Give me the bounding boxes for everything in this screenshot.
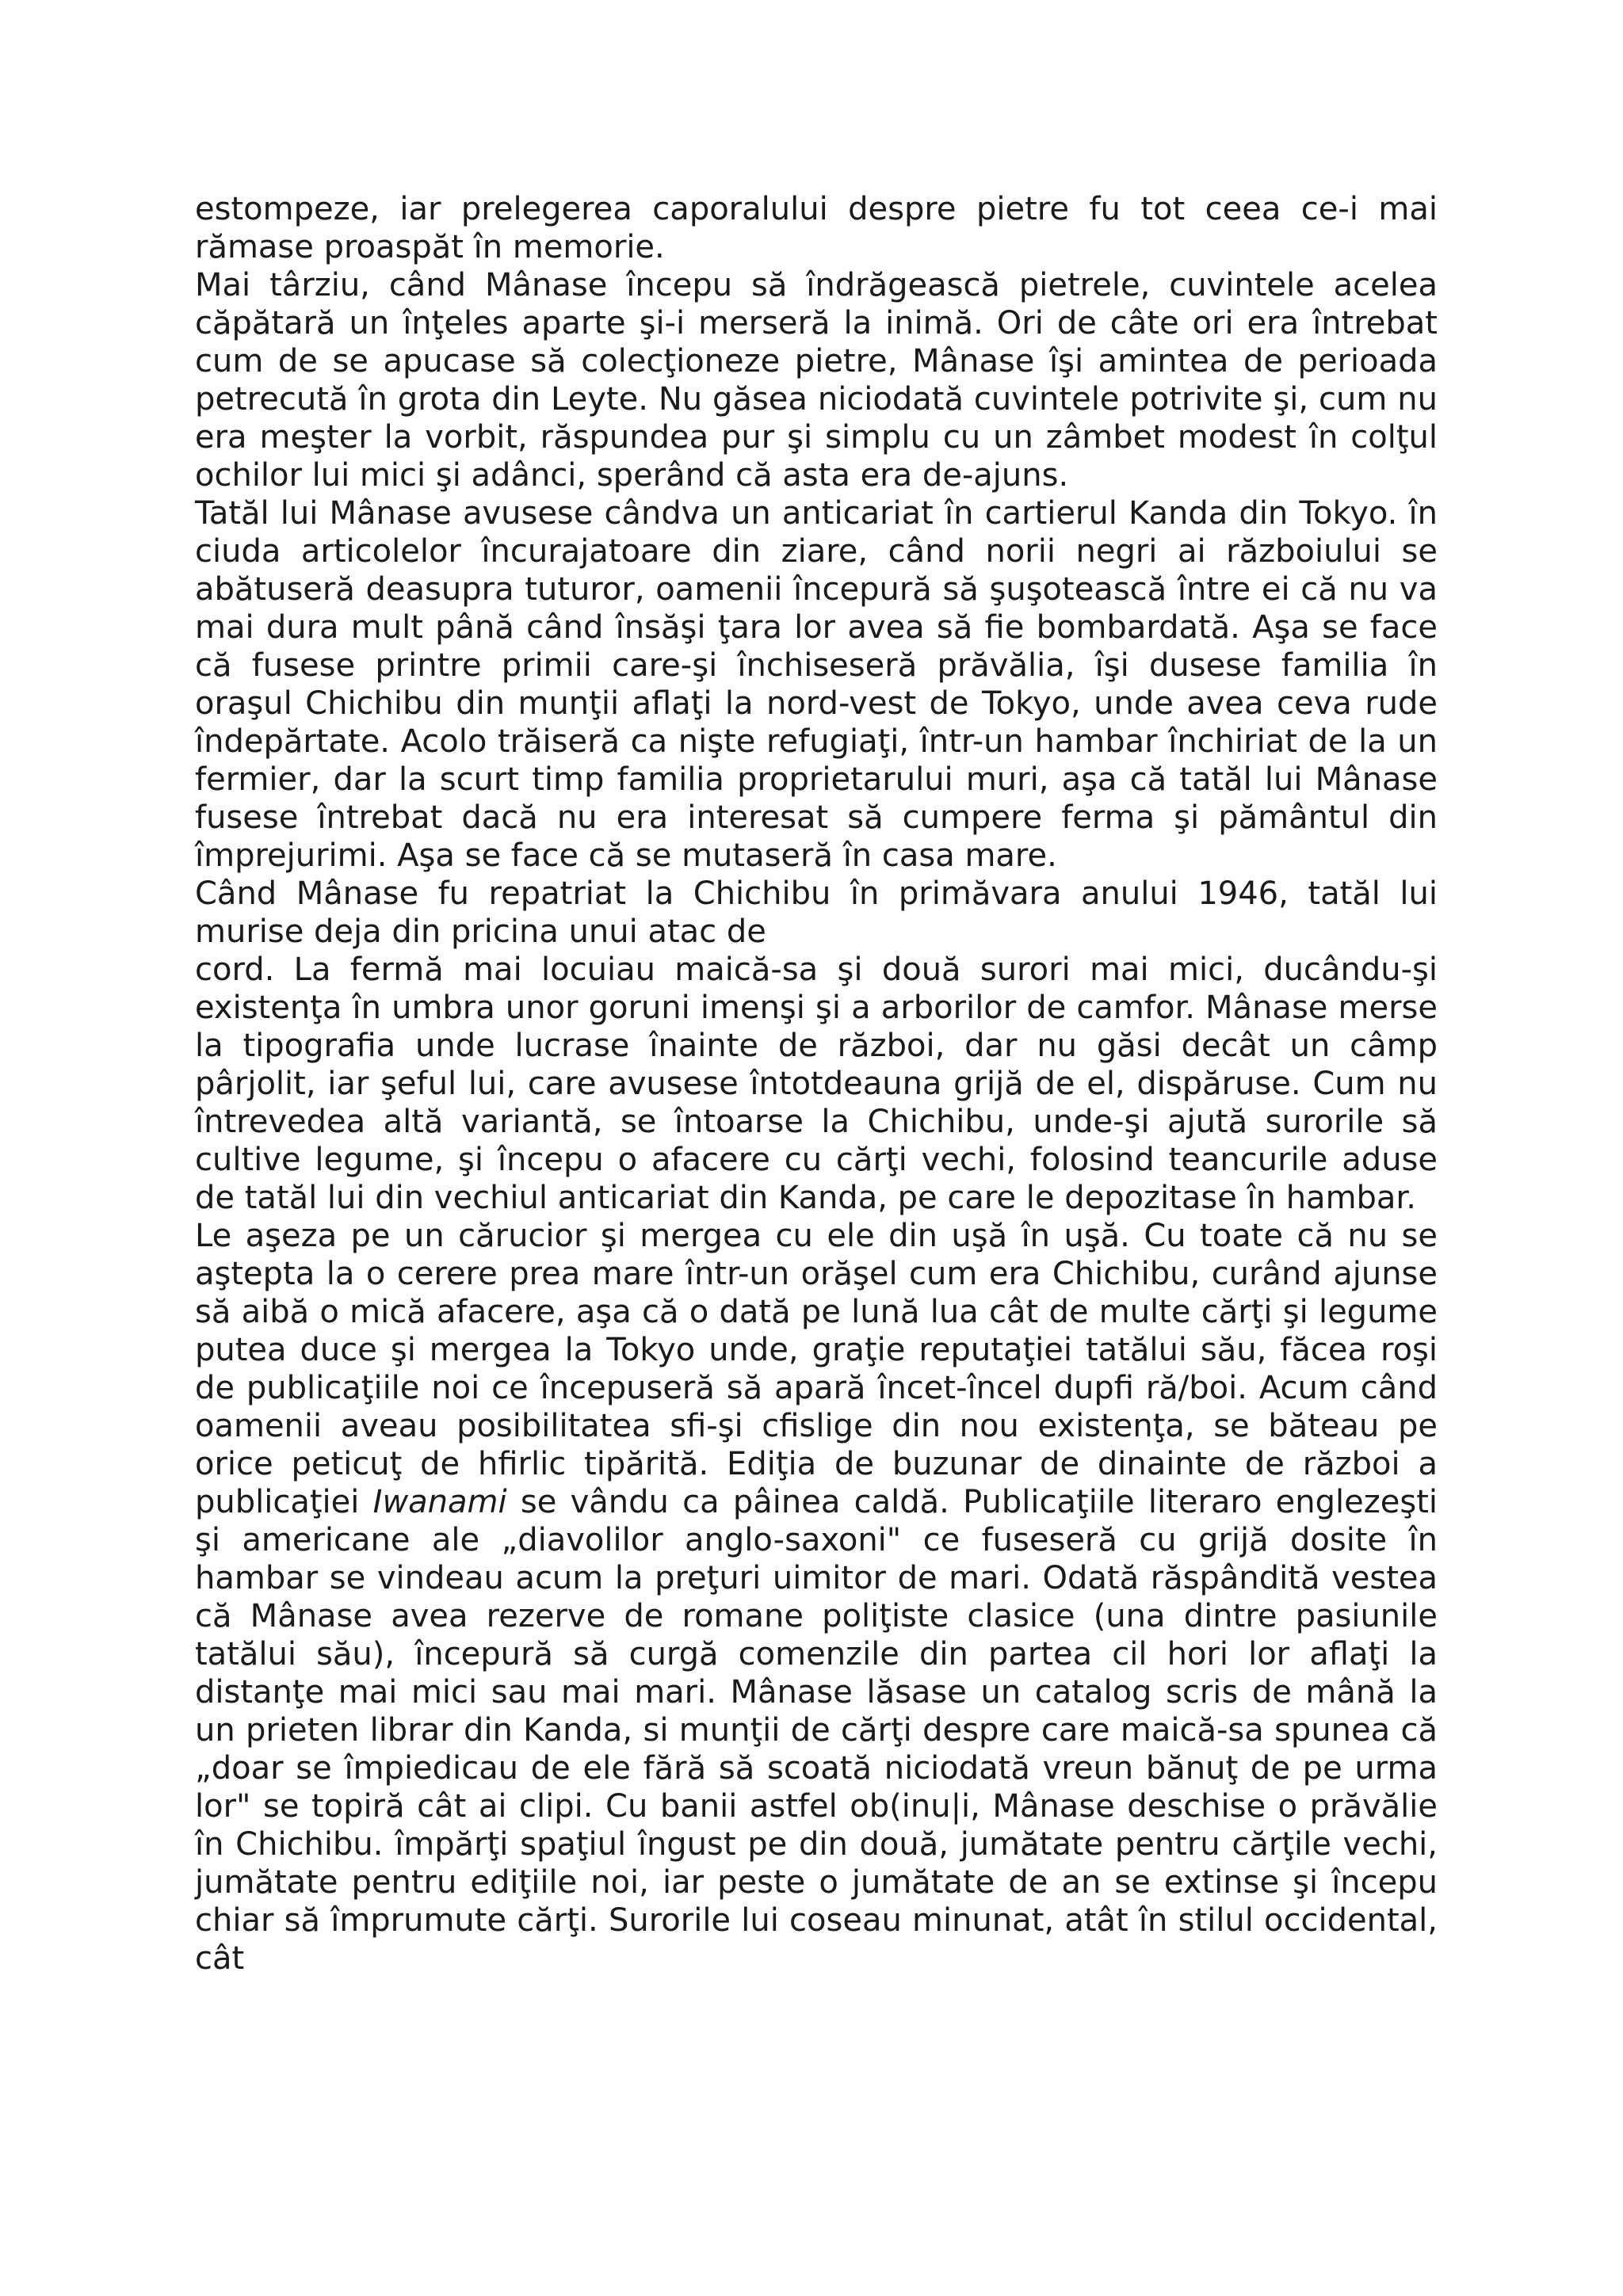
paragraph-5 bbox=[195, 1217, 1438, 1978]
paragraph-text-part-1: Când Mânase fu repatriat la Chichibu în primăvara anului 1946, tatăl lui murise deja din pricina unui atac de bbox=[195, 875, 1438, 950]
paragraph-text-after-italic: se vându ca pâinea caldă. Publicaţiile literaro englezeşti şi americane ale „diavolilor anglo-saxoni" ce fuseseră cu grijă dosite în hambar se vindeau acum la preţuri uimitor de mari. Odată răspândită vestea că Mânase avea rezerve de romane poliţiste clasice (una dintre pasiunile tatălui său), începură să curgă comenzile din partea cil hori lor aflaţi la distanţe mai mici sau mai mari. Mânase lăsase un catalog scris de mână la un prieten librar din Kanda, si munţii de cărţi despre care maică-sa spunea că „doar se împiedicau de ele fără să scoată niciodată vreun bănuţ de pe urma lor" se topiră cât ai clipi. Cu banii astfel ob(inu|i, Mânase deschise o prăvălie în Chichibu. împărţi spaţiul îngust pe din două, jumătate pentru cărţile vechi, jumătate pentru ediţiile noi, iar peste o jumătate de an se extinse şi începu chiar să împrumute cărţi. Surorile lui coseau minunat, atât în stilul occidental, cât bbox=[195, 1484, 1438, 1977]
paragraph-text: Tatăl lui Mânase avusese cândva un anticariat în cartierul Kanda din Tokyo. în ciuda articolelor încurajatoare din ziare, când norii negri ai războiului se abătuseră deasupra tuturor, oamenii începură să şuşotească între ei că nu va mai dura mult până când însăşi ţara lor avea să fie bombardată. Aşa se face că fusese printre primii care-şi închiseseră prăvălia, îşi dusese familia în oraşul Chichibu din munţii aflaţi la nord-vest de Tokyo, unde avea ceva rude îndepărtate. Acolo trăiseră ca nişte refugiaţi, într-un hambar închiriat de la un fermier, dar la scurt timp familia proprietarului muri, aşa că tatăl lui Mânase fusese întrebat dacă nu era interesat să cumpere ferma şi pământul din împrejurimi. Aşa se face că se mutaseră în casa mare. bbox=[195, 495, 1438, 874]
paragraph-1 bbox=[195, 190, 1438, 266]
paragraph-text-before-italic: Le aşeza pe un cărucior şi mergea cu ele din uşă în uşă. Cu toate că nu se aştepta la o cerere prea mare într-un orăşel cum era Chichibu, curând ajunse să aibă o mică afacere, aşa că o dată pe lună lua cât de multe cărţi şi legume putea duce şi mergea la Tokyo unde, graţie reputaţiei tatălui său, făcea roşi de publicaţiile noi ce începuseră să apară încet-încel dupfi ră/boi. Acum când oamenii aveau posibilitatea sfi-şi cfislige din nou existenţa, se băteau pe orice peticuţ de hfirlic tipărită. Ediţia de buzunar de dinainte de război a publicaţiei bbox=[195, 1218, 1438, 1520]
paragraph-text: Mai târziu, când Mânase începu să îndrăgească pietrele, cuvintele acelea căpătară un înţeles aparte şi-i merseră la inimă. Ori de câte ori era întrebat cum de se apucase să colecţioneze pietre, Mânase îşi amintea de perioada petrecută în grota din Leyte. Nu găsea niciodată cuvintele potrivite şi, cum nu era meşter la vorbit, răspundea pur şi simplu cu un zâmbet modest în colţul ochilor lui mici şi adânci, sperând că asta era de-ajuns. bbox=[195, 267, 1438, 494]
paragraph-text: estompeze, iar prelegerea caporalului despre pietre fu tot ceea ce-i mai rămase proaspăt în memorie. bbox=[195, 191, 1438, 265]
paragraph-text-part-2: cord. La fermă mai locuiau maică-sa şi două surori mai mici, ducându-şi existenţa în umbra unor goruni imenşi şi a arborilor de camfor. Mânase merse la tipografia unde lucrase înainte de război, dar nu găsi decât un câmp pârjolit, iar şeful lui, care avusese întotdeauna grijă de el, dispăruse. Cum nu întrevedea altă variantă, se întoarse la Chichibu, unde-şi ajută surorile să cultive legume, şi începu o afacere cu cărţi vechi, folosind teancurile aduse de tatăl lui din vechiul anticariat din Kanda, pe care le depozitase în hambar. bbox=[195, 952, 1438, 1216]
paragraph-3 bbox=[195, 494, 1438, 875]
document-page bbox=[195, 190, 1438, 1978]
publication-title: Iwanami bbox=[372, 1484, 507, 1520]
paragraph-4 bbox=[195, 875, 1438, 1217]
paragraph-2 bbox=[195, 266, 1438, 494]
